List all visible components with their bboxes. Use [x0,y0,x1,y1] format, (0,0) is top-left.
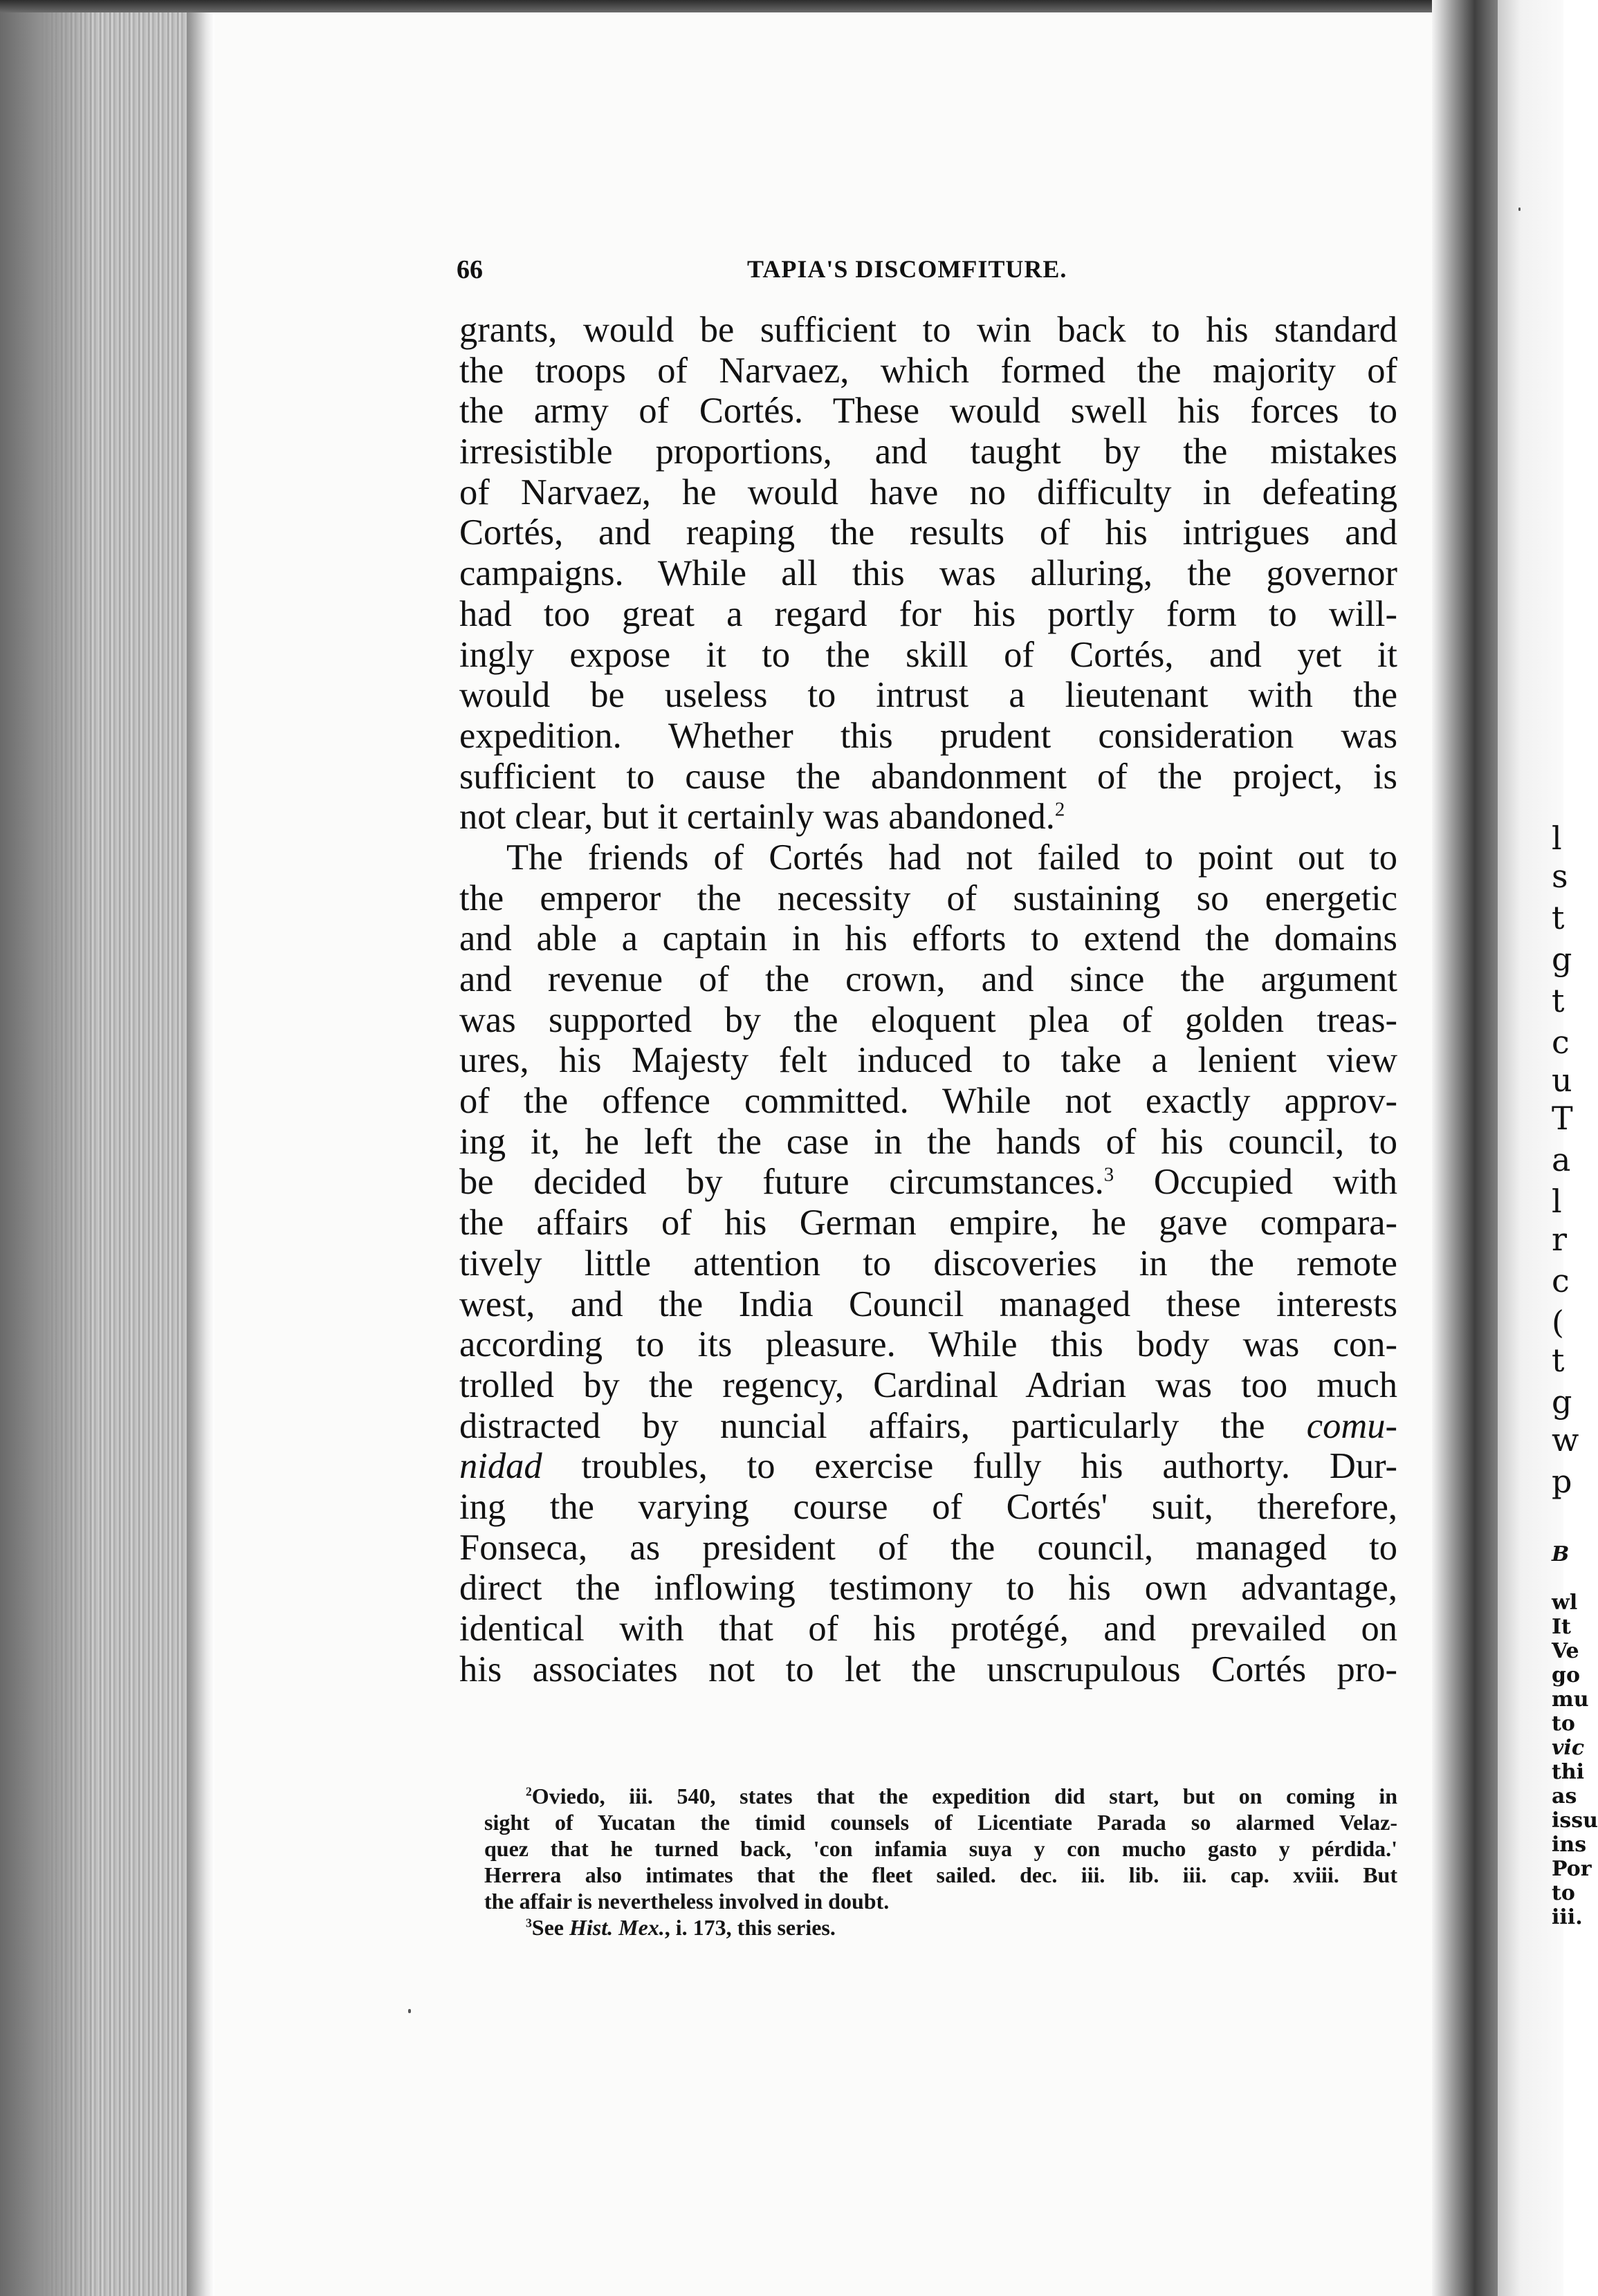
body-line-text: troubles, to exercise fully his authorty. Dur- [542,1446,1397,1487]
footnote-italic-title: Hist. Mex. [569,1915,665,1940]
facing-page-letter: w [1552,1421,1579,1459]
body-line: trolled by the regency, Cardinal Adrian was too much [459,1364,1397,1405]
body-text [459,310,1397,1689]
top-scan-edge [0,0,1563,12]
body-line: west, and the India Council managed these interests [459,1284,1397,1324]
body-line: irresistible proportions, and taught by the mistakes [459,432,1397,472]
facing-page-note-fragment: go [1552,1663,1580,1687]
footnote-2-line: sight of Yucatan the timid counsels of Licentiate Parada so alarmed Velaz- [484,1810,1397,1835]
footnote-text: Oviedo, iii. 540, states that the expedition did start, but on coming in [531,1784,1397,1808]
facing-page-letter: l [1552,820,1562,857]
scan-speck [1518,207,1521,211]
facing-page-note-fragment: Ve [1552,1639,1579,1663]
body-line: identical with that of his protégé, and prevailed on [459,1609,1397,1649]
body-line: of the offence committed. While not exactly approv- [459,1081,1397,1122]
body-line: grants, would be sufficient to win back to his standard [459,310,1397,350]
body-line: the troops of Narvaez, which formed the majority of [459,350,1397,391]
footnote-3-line [484,1914,1397,1941]
italic-word: comu- [1306,1405,1397,1446]
body-line: the army of Cortés. These would swell his forces to [459,391,1397,432]
facing-page-fragment [1498,0,1598,2296]
facing-page-note-fragment: to [1552,1712,1575,1736]
body-line: had too great a regard for his portly form to will- [459,593,1397,634]
gutter-fold [187,0,214,2296]
facing-page-note-fragment: ins [1552,1833,1587,1857]
facing-page-letter: r [1552,1221,1567,1258]
running-head [457,254,1397,296]
body-line: of Narvaez, he would have no difficulty in defeating [459,472,1397,512]
body-line: campaigns. While all this was alluring, the governor [459,553,1397,594]
body-line: direct the inflowing testimony to his own advantage, [459,1568,1397,1609]
running-head-title: TAPIA'S DISCOMFITURE. [747,255,1067,283]
facing-page-letter: s [1552,858,1568,895]
footnote-marker-2: 2 [526,1784,532,1799]
footnote-text: , i. 173, this series. [664,1915,836,1940]
body-line: ures, his Majesty felt induced to take a lenient view [459,1040,1397,1081]
facing-page-note-fragment: thi [1552,1760,1585,1784]
body-line-text: be decided by future circumstances. [459,1162,1104,1203]
facing-page-letter: l [1552,1183,1562,1220]
body-line-with-note-ref [459,797,1397,837]
body-line-with-italic [459,1446,1397,1487]
body-line: and revenue of the crown, and since the argument [459,959,1397,999]
binding-shadow [1432,0,1501,2296]
facing-page-letter: u [1552,1062,1572,1099]
body-line-text: Occupied with [1114,1162,1398,1203]
italic-word: nidad [459,1446,542,1487]
facing-page-note-fragment: vic [1552,1736,1585,1760]
scan-speck [408,2009,411,2013]
body-line: the affairs of his German empire, he gave compara- [459,1203,1397,1243]
body-line: tively little attention to discoveries in the remote [459,1243,1397,1284]
facing-page-note-fragment: mu [1552,1687,1589,1712]
left-edge-shadow [0,0,97,2296]
body-line: according to its pleasure. While this body was con- [459,1324,1397,1365]
facing-page-letter: g [1552,1383,1572,1420]
body-line: would be useless to intrust a lieutenant with the [459,675,1397,716]
body-line: and able a captain in his efforts to extend the domains [459,918,1397,959]
facing-page-note-fragment: It [1552,1615,1571,1639]
footnote-ref-2: 2 [1054,798,1065,821]
body-line-text: distracted by nuncial affairs, particularly the [459,1405,1307,1446]
facing-page-letter: g [1552,941,1572,978]
footnote-marker-3: 3 [526,1916,532,1930]
facing-page-letter: c [1552,1024,1570,1061]
facing-page-note-fragment: as [1552,1784,1577,1808]
facing-page-letter: a [1552,1141,1571,1178]
paragraph-first-line: The friends of Cortés had not failed to point out to [506,837,1397,878]
body-line: Cortés, and reaping the results of his intrigues and [459,512,1397,553]
facing-page-letter: c [1552,1262,1570,1299]
footnote-text: See [531,1915,569,1940]
footnote-2-line: the affair is nevertheless involved in doubt. [484,1889,890,1914]
facing-page-letter: T [1552,1100,1573,1137]
body-line: was supported by the eloquent plea of golden treas- [459,999,1397,1040]
body-line: ingly expose it to the skill of Cortés, and yet it [459,634,1397,675]
facing-page-note-fragment: iii. [1552,1905,1583,1929]
footnote-2-line: quez that he turned back, 'con infamia suya y con mucho gasto y pérdida.' [484,1836,1397,1861]
footnote-2-line: Herrera also intimates that the fleet sailed. dec. iii. lib. iii. cap. xviii. But [484,1862,1397,1887]
facing-page-note-fragment: issu [1552,1808,1598,1833]
facing-page-note-fragment: to [1552,1881,1575,1905]
facing-page-letter: t [1552,899,1565,936]
body-line: his associates not to let the unscrupulous Cortés pro- [459,1649,1397,1689]
body-line: the emperor the necessity of sustaining so energetic [459,878,1397,918]
facing-page-letter: t [1552,1342,1565,1379]
body-line-with-note-ref [459,1162,1397,1203]
facing-page-note-fragment: Por [1552,1857,1592,1881]
body-line: Fonseca, as president of the council, managed to [459,1527,1397,1568]
body-line-text: not clear, but it certainly was abandoned. [459,797,1055,837]
facing-page-note-heading: B [1552,1542,1570,1566]
body-line: ing it, he left the case in the hands of his council, to [459,1121,1397,1162]
facing-page-letter: ( [1552,1304,1564,1341]
body-line: expedition. Whether this prudent consideration was [459,715,1397,756]
facing-page-letter: t [1552,982,1565,1019]
body-line-with-italic [459,1406,1397,1447]
footnote-2-line [484,1783,1397,1809]
facing-page-letter: p [1552,1463,1572,1500]
page-number: 66 [457,255,483,284]
body-line: ing the varying course of Cortés' suit, therefore, [459,1486,1397,1527]
facing-page-note-fragment: wl [1552,1591,1578,1615]
footnote-ref-3: 3 [1103,1163,1114,1186]
footnotes [484,1783,1397,1941]
body-line: sufficient to cause the abandonment of the project, is [459,756,1397,797]
